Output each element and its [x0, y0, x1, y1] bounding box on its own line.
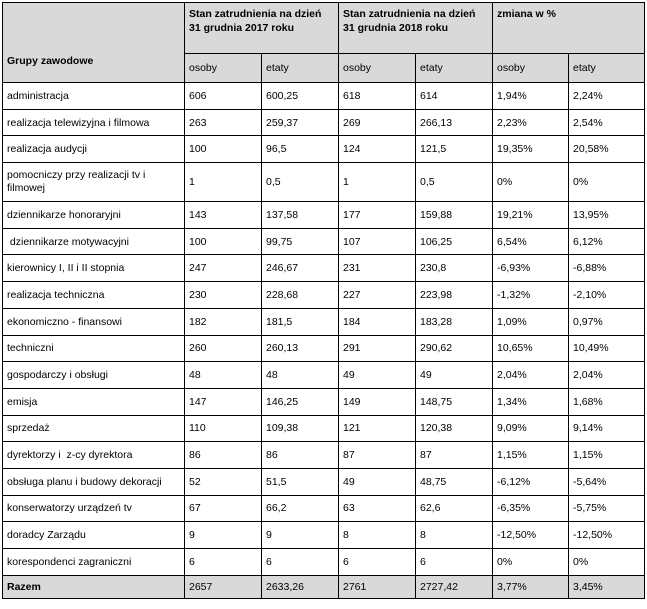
value-cell: 99,75 [262, 228, 339, 255]
value-cell: 1,09% [493, 308, 569, 335]
value-cell: 181,5 [262, 308, 339, 335]
value-cell: 100 [185, 136, 262, 163]
table-row [3, 362, 645, 389]
value-cell: 87 [339, 442, 416, 469]
table-row [3, 415, 645, 442]
table-row [3, 163, 645, 202]
value-cell: 146,25 [262, 388, 339, 415]
value-cell: 6 [339, 549, 416, 576]
value-cell: 137,58 [262, 202, 339, 229]
table-row [3, 468, 645, 495]
value-cell: 48,75 [416, 468, 493, 495]
value-cell: 230 [185, 282, 262, 309]
group-name-cell: dyrektorzy i z-cy dyrektora [3, 442, 185, 469]
value-cell: 2,04% [569, 362, 645, 389]
group-name-cell: gospodarczy i obsługi [3, 362, 185, 389]
group-name-cell: emisja [3, 388, 185, 415]
employment-table [2, 2, 645, 599]
group-name-cell: realizacja techniczna [3, 282, 185, 309]
group-name-cell: kierownicy I, II i II stopnia [3, 255, 185, 282]
value-cell: 0% [569, 163, 645, 202]
group-name-cell: dziennikarze motywacyjni [3, 228, 185, 255]
value-cell: 49 [339, 362, 416, 389]
value-cell: 618 [339, 83, 416, 110]
value-cell: 260 [185, 335, 262, 362]
value-cell: 147 [185, 388, 262, 415]
value-cell: 62,6 [416, 495, 493, 522]
value-cell: 87 [416, 442, 493, 469]
value-cell: 290,62 [416, 335, 493, 362]
value-cell: 66,2 [262, 495, 339, 522]
value-cell: 223,98 [416, 282, 493, 309]
value-cell: 9 [185, 522, 262, 549]
value-cell: 614 [416, 83, 493, 110]
value-cell: 0% [569, 549, 645, 576]
value-cell: 269 [339, 109, 416, 136]
group-name-cell: konserwatorzy urządzeń tv [3, 495, 185, 522]
value-cell: 67 [185, 495, 262, 522]
value-cell: 13,95% [569, 202, 645, 229]
value-cell: 51,5 [262, 468, 339, 495]
value-cell: 1,15% [493, 442, 569, 469]
value-cell: 182 [185, 308, 262, 335]
value-cell: 19,35% [493, 136, 569, 163]
header-etaty-2018: etaty [416, 54, 493, 83]
value-cell: 606 [185, 83, 262, 110]
value-cell: 52 [185, 468, 262, 495]
value-cell: 9,09% [493, 415, 569, 442]
value-cell: 263 [185, 109, 262, 136]
value-cell: -5,75% [569, 495, 645, 522]
value-cell: 246,67 [262, 255, 339, 282]
value-cell: -6,88% [569, 255, 645, 282]
value-cell: 0,97% [569, 308, 645, 335]
value-cell: 177 [339, 202, 416, 229]
group-name-cell: korespondenci zagraniczni [3, 549, 185, 576]
total-cell: 2657 [185, 575, 262, 598]
value-cell: 2,24% [569, 83, 645, 110]
value-cell: 106,25 [416, 228, 493, 255]
value-cell: -2,10% [569, 282, 645, 309]
value-cell: 8 [339, 522, 416, 549]
value-cell: 124 [339, 136, 416, 163]
value-cell: 600,25 [262, 83, 339, 110]
value-cell: 19,21% [493, 202, 569, 229]
table-row [3, 255, 645, 282]
table-row [3, 308, 645, 335]
value-cell: 10,49% [569, 335, 645, 362]
value-cell: 6 [416, 549, 493, 576]
table-row [3, 495, 645, 522]
value-cell: 230,8 [416, 255, 493, 282]
value-cell: 1 [339, 163, 416, 202]
value-cell: 121 [339, 415, 416, 442]
table-row [3, 109, 645, 136]
table-row [3, 202, 645, 229]
table-row [3, 549, 645, 576]
value-cell: 1,94% [493, 83, 569, 110]
group-name-cell: dziennikarze honoraryjni [3, 202, 185, 229]
header-etaty-change: etaty [569, 54, 645, 83]
value-cell: 148,75 [416, 388, 493, 415]
value-cell: 228,68 [262, 282, 339, 309]
group-name-cell: doradcy Zarządu [3, 522, 185, 549]
value-cell: 10,65% [493, 335, 569, 362]
value-cell: 49 [416, 362, 493, 389]
value-cell: 6 [262, 549, 339, 576]
value-cell: 0,5 [416, 163, 493, 202]
group-name-cell: techniczni [3, 335, 185, 362]
value-cell: 100 [185, 228, 262, 255]
total-cell: 3,77% [493, 575, 569, 598]
table-row [3, 228, 645, 255]
value-cell: 1,15% [569, 442, 645, 469]
value-cell: 107 [339, 228, 416, 255]
value-cell: 121,5 [416, 136, 493, 163]
value-cell: 0% [493, 163, 569, 202]
value-cell: 96,5 [262, 136, 339, 163]
value-cell: 109,38 [262, 415, 339, 442]
value-cell: 1,34% [493, 388, 569, 415]
value-cell: 247 [185, 255, 262, 282]
value-cell: 9 [262, 522, 339, 549]
value-cell: 2,23% [493, 109, 569, 136]
value-cell: 259,37 [262, 109, 339, 136]
value-cell: 0% [493, 549, 569, 576]
value-cell: 1 [185, 163, 262, 202]
value-cell: 8 [416, 522, 493, 549]
header-osoby-2018: osoby [339, 54, 416, 83]
value-cell: 86 [262, 442, 339, 469]
group-name-cell: realizacja audycji [3, 136, 185, 163]
value-cell: -6,12% [493, 468, 569, 495]
group-name-cell: pomocniczy przy realizacji tv i filmowej [3, 163, 185, 202]
value-cell: 291 [339, 335, 416, 362]
value-cell: 6,54% [493, 228, 569, 255]
table-row [3, 136, 645, 163]
table-row [3, 335, 645, 362]
group-name-cell: ekonomiczno - finansowi [3, 308, 185, 335]
value-cell: -12,50% [493, 522, 569, 549]
header-osoby-2017: osoby [185, 54, 262, 83]
value-cell: 266,13 [416, 109, 493, 136]
value-cell: 231 [339, 255, 416, 282]
value-cell: 149 [339, 388, 416, 415]
total-cell: 2761 [339, 575, 416, 598]
value-cell: 260,13 [262, 335, 339, 362]
header-etaty-2017: etaty [262, 54, 339, 83]
table-body [3, 83, 645, 576]
group-name-cell: realizacja telewizyjna i filmowa [3, 109, 185, 136]
value-cell: 2,54% [569, 109, 645, 136]
value-cell: 49 [339, 468, 416, 495]
total-cell: 2633,26 [262, 575, 339, 598]
value-cell: -5,64% [569, 468, 645, 495]
table-row [3, 282, 645, 309]
total-cell: 2727,42 [416, 575, 493, 598]
value-cell: 48 [185, 362, 262, 389]
table-row [3, 442, 645, 469]
table-row [3, 388, 645, 415]
value-cell: -1,32% [493, 282, 569, 309]
value-cell: 183,28 [416, 308, 493, 335]
value-cell: 110 [185, 415, 262, 442]
value-cell: 0,5 [262, 163, 339, 202]
header-change: zmiana w % [493, 3, 645, 54]
value-cell: 227 [339, 282, 416, 309]
group-name-cell: sprzedaż [3, 415, 185, 442]
header-osoby-change: osoby [493, 54, 569, 83]
value-cell: 6 [185, 549, 262, 576]
value-cell: 184 [339, 308, 416, 335]
value-cell: -6,35% [493, 495, 569, 522]
value-cell: 9,14% [569, 415, 645, 442]
group-name-cell: administracja [3, 83, 185, 110]
header-group: Grupy zawodowe [3, 3, 185, 83]
table-row [3, 522, 645, 549]
header-2018: Stan zatrudnienia na dzień 31 grudnia 2018 roku [339, 3, 493, 54]
total-row [3, 575, 645, 598]
value-cell: -6,93% [493, 255, 569, 282]
value-cell: -12,50% [569, 522, 645, 549]
value-cell: 86 [185, 442, 262, 469]
total-cell: 3,45% [569, 575, 645, 598]
header-row-main [3, 3, 645, 54]
value-cell: 159,88 [416, 202, 493, 229]
value-cell: 63 [339, 495, 416, 522]
table-row [3, 83, 645, 110]
value-cell: 2,04% [493, 362, 569, 389]
total-label: Razem [3, 575, 185, 598]
value-cell: 20,58% [569, 136, 645, 163]
value-cell: 6,12% [569, 228, 645, 255]
value-cell: 48 [262, 362, 339, 389]
group-name-cell: obsługa planu i budowy dekoracji [3, 468, 185, 495]
header-2017: Stan zatrudnienia na dzień 31 grudnia 2017 roku [185, 3, 339, 54]
value-cell: 1,68% [569, 388, 645, 415]
value-cell: 120,38 [416, 415, 493, 442]
value-cell: 143 [185, 202, 262, 229]
